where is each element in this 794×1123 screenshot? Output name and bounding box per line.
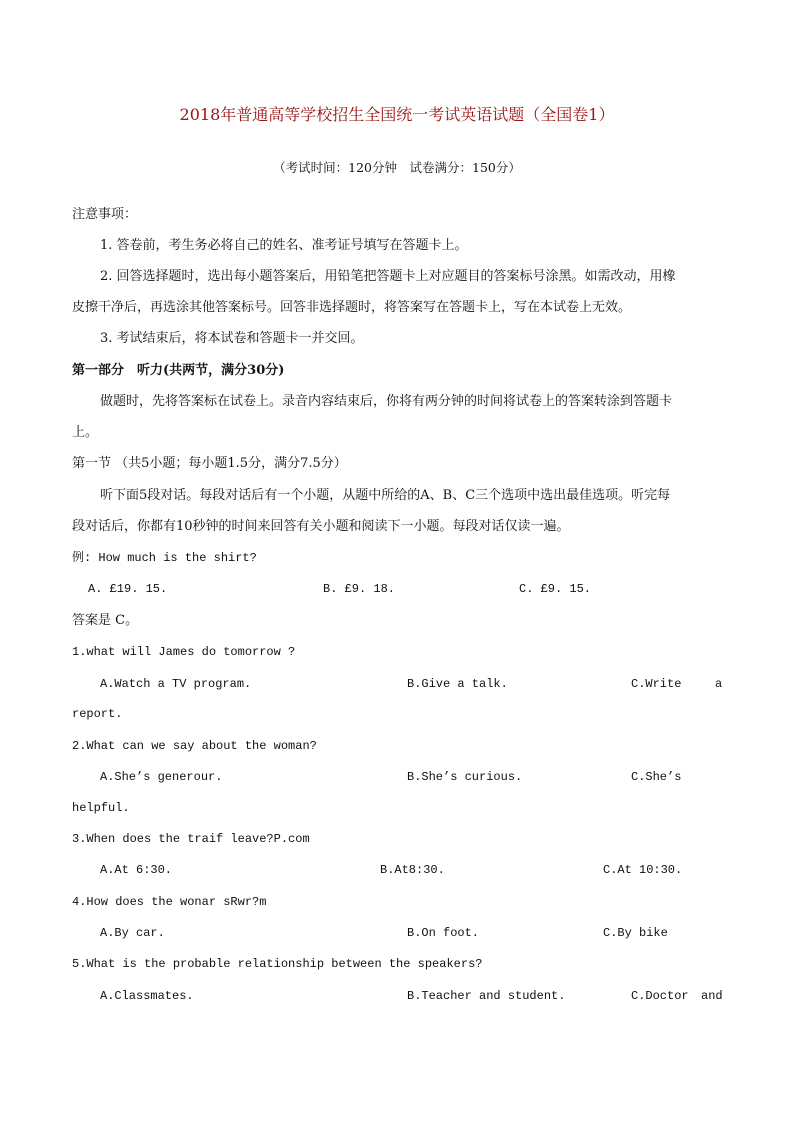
document-title: 2018年普通高等学校招生全国统一考试英语试题（全国卷1） bbox=[179, 105, 615, 124]
notice-heading: 注意事项： bbox=[72, 207, 138, 222]
question-2: 2.What can we say about the woman? bbox=[72, 739, 317, 753]
question-3: 3.When does the traif leave?P.com bbox=[72, 832, 310, 846]
example-answer: 答案是 C。 bbox=[72, 613, 139, 628]
option-b: B.She’s curious. bbox=[407, 770, 523, 784]
notice-item: 1. 答卷前，考生务必将自己的姓名、准考证号填写在答题卡上。 bbox=[100, 238, 468, 253]
option-c-continued: and bbox=[701, 989, 723, 1003]
example-option-b: B. £9. 18. bbox=[323, 582, 396, 596]
option-c: C.Doctor bbox=[631, 989, 689, 1003]
section-intro-continued: 段对话后，你都有10秒钟的时间来回答有关小题和阅读下一小题。每段对话仅读一遍。 bbox=[72, 519, 570, 534]
part-intro-continued: 上。 bbox=[72, 425, 99, 440]
option-c: C.At 10:30. bbox=[603, 863, 683, 877]
option-b: B.On foot. bbox=[407, 926, 480, 940]
example-question: 例: How much is the shirt? bbox=[72, 551, 257, 565]
question-4: 4.How does the wonar sRwr?m bbox=[72, 895, 267, 909]
option-c-wrap: report. bbox=[72, 707, 123, 721]
option-b: B.Give a talk. bbox=[407, 677, 508, 691]
section-intro: 听下面5段对话。每段对话后有一个小题，从题中所给的A、B、C三个选项中选出最佳选项。听完每 bbox=[100, 488, 671, 503]
question-1: 1.what will James do tomorrow ? bbox=[72, 645, 296, 659]
option-a: A.Classmates. bbox=[100, 989, 194, 1003]
option-c-wrap: helpful. bbox=[72, 801, 130, 815]
option-c: C.She’s bbox=[631, 770, 682, 784]
notice-item: 2. 回答选择题时，选出每小题答案后，用铅笔把答题卡上对应题目的答案标号涂黑。如需改动，用橡 bbox=[100, 269, 676, 284]
exam-info: （考试时间：120分钟 试卷满分：150分） bbox=[273, 160, 521, 175]
example-option-c: C. £9. 15. bbox=[519, 582, 592, 596]
option-b: B.Teacher and student. bbox=[407, 989, 566, 1003]
question-5: 5.What is the probable relationship between the speakers? bbox=[72, 957, 483, 971]
option-a: A.At 6:30. bbox=[100, 863, 173, 877]
option-c: C.By bike bbox=[603, 926, 668, 940]
option-a: A.Watch a TV program. bbox=[100, 677, 252, 691]
notice-item: 3. 考试结束后，将本试卷和答题卡一并交回。 bbox=[100, 331, 364, 346]
part-heading: 第一部分 听力(共两节，满分30分) bbox=[72, 363, 285, 378]
example-option-a: A. £19. 15. bbox=[88, 582, 168, 596]
option-a: A.By car. bbox=[100, 926, 165, 940]
notice-item-continued: 皮擦干净后，再选涂其他答案标号。回答非选择题时，将答案写在答题卡上，写在本试卷上无效。 bbox=[72, 300, 632, 315]
option-b: B.At8:30. bbox=[380, 863, 445, 877]
section-heading: 第一节 （共5小题；每小题1.5分，满分7.5分） bbox=[72, 456, 347, 471]
option-a: A.She’s generour. bbox=[100, 770, 223, 784]
option-c: C.Write bbox=[631, 677, 682, 691]
part-intro: 做题时，先将答案标在试卷上。录音内容结束后，你将有两分钟的时间将试卷上的答案转涂到答题卡 bbox=[100, 394, 673, 409]
option-c-continued: a bbox=[715, 677, 723, 691]
